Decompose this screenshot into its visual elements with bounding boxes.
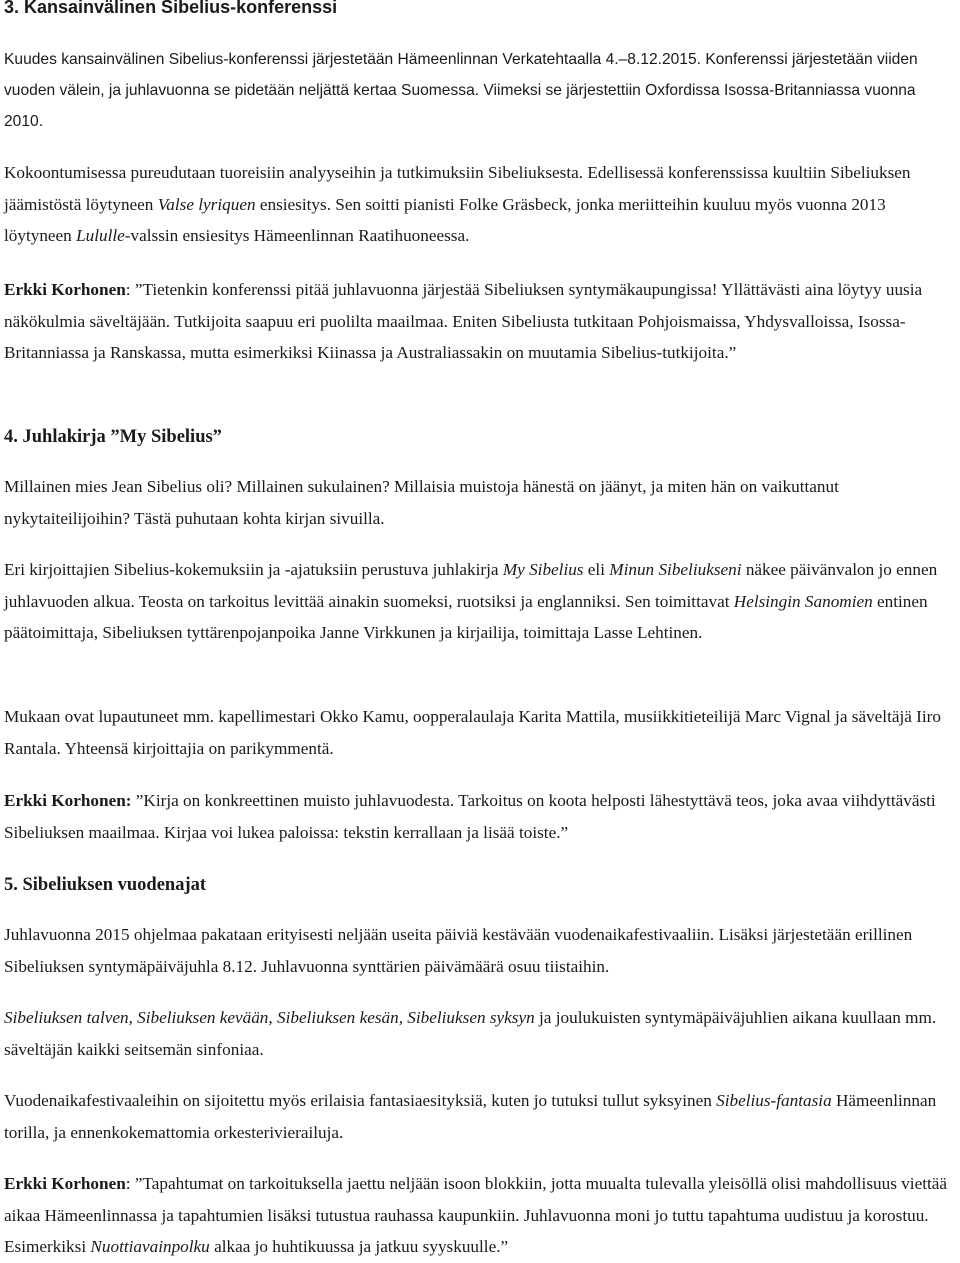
- text-run: Hämeenlinnan torilla, ja ennenkokemattomia orkesterivierailuja.: [4, 1091, 937, 1142]
- text-run: Eri kirjoittajien Sibelius-kokemuksiin ja -ajatuksiin perustuva juhlakirja: [4, 560, 503, 579]
- section-5-paragraph-3: [4, 1085, 952, 1148]
- speaker-name: Erkki Korhonen: [4, 1174, 126, 1193]
- section-3-heading: 3. Kansainvälinen Sibelius-konferenssi: [4, 0, 338, 17]
- text-run: Kokoontumisessa pureudutaan tuoreisiin analyyseihin ja tutkimuksiin Sibeliuksesta. Edellisessä konferenssissa kuultiin Sibeliuksen jäämistöstä löytyneen: [4, 163, 911, 214]
- section-3-paragraph-1: Kuudes kansainvälinen Sibelius-konferenssi järjestetään Hämeenlinnan Verkatehtaalla 4.–8.12.2015. Konferenssi järjestetään viiden vuoden välein, ja juhlavuonna se pidetään neljättä kertaa Suomessa. Viimeksi se järjestettiin Oxfordissa Isossa-Britanniassa vuonna 2010.: [4, 51, 918, 130]
- quote-text: ”Kirja on konkreettinen muisto juhlavuodesta. Tarkoitus on koota helposti lähestyttävä teos, joka avaa viihdyttävästi Sibeliuksen maailmaa. Kirjaa voi lukea paloissa: tekstin kerrallaan ja lisää toiste.”: [4, 791, 936, 842]
- section-3-paragraph-2: [4, 157, 952, 252]
- text-run: ja joulukuisten syntymäpäiväjuhlien aikana kuullaan mm. säveltäjän kaikki seitsemän sinfoniaa.: [4, 1008, 937, 1059]
- section-4-paragraph-1: Millainen mies Jean Sibelius oli? Millainen sukulainen? Millaisia muistoja hänestä on jäänyt, ja miten hän on vaikuttanut nykytaiteilijoihin? Tästä puhutaan kohta kirjan sivuilla.: [4, 477, 839, 528]
- work-title-lululle: Lululle: [76, 226, 125, 245]
- text-run: näkee päivänvalon jo ennen juhlavuoden alkua. Teosta on tarkoitus levittää ainakin suomeksi, ruotsiksi ja englanniksi. Sen toimittavat: [4, 560, 938, 611]
- event-title-sibelius-fantasia: Sibelius-fantasia: [716, 1091, 832, 1110]
- festival-names: Sibeliuksen talven, Sibeliuksen kevään, Sibeliuksen kesän, Sibeliuksen syksyn: [4, 1008, 535, 1027]
- section-5-heading: 5. Sibeliuksen vuodenajat: [4, 875, 207, 895]
- section-5-paragraph-2: [4, 1002, 952, 1065]
- book-title-my-sibelius: My Sibelius: [502, 560, 584, 579]
- text-run: ensiesitys. Sen soitti pianisti Folke Gräsbeck, jonka meriitteihin kuuluu myös vuonna 2013 löytyneen: [4, 194, 886, 245]
- section-5-quote: [4, 1168, 952, 1263]
- text-run: eli: [583, 560, 610, 579]
- section-3-quote: [4, 274, 952, 369]
- speaker-name: Erkki Korhonen: [4, 280, 126, 299]
- book-title-minun-sibeliukseni: Minun Sibeliukseni: [609, 560, 742, 579]
- section-4-heading: 4. Juhlakirja ”My Sibelius”: [4, 427, 222, 447]
- section-5-paragraph-1: Juhlavuonna 2015 ohjelmaa pakataan erityisesti neljään useita päiviä kestävään vuodenaikafestivaaliin. Lisäksi järjestetään erillinen Sibeliuksen syntymäpäiväjuhla 8.12. Juhlavuonna synttärien päivämäärä osuu tiistaihin.: [4, 925, 913, 976]
- event-title-nuottiavainpolku: Nuottiavainpolku: [90, 1237, 210, 1256]
- text-run: alkaa jo huhtikuussa ja jatkuu syyskuulle.”: [209, 1237, 509, 1256]
- section-4-quote: [4, 785, 952, 848]
- text-run: Vuodenaikafestivaaleihin on sijoitettu myös erilaisia fantasiaesityksiä, kuten jo tutuksi tullut syksyinen: [4, 1091, 717, 1110]
- work-title-valse-lyrique: Valse lyriquen: [157, 194, 256, 214]
- section-4-paragraph-2: [4, 554, 952, 649]
- speaker-name: Erkki Korhonen:: [4, 791, 132, 810]
- quote-text: : ”Tapahtumat on tarkoituksella jaettu neljään isoon blokkiin, jotta muualta tulevalla yleisöllä olisi mahdollisuus viettää aikaa Hämeenlinnassa ja tapahtumien lisäksi tutustua rauhassa kaupunkiin. Juhlavuonna moni jo tuttu tapahtuma uudistuu ja korostuu. Esimerkiksi: [4, 1174, 948, 1256]
- text-run: -valssin ensiesitys Hämeenlinnan Raatihuoneessa.: [124, 226, 470, 245]
- quote-text: : ”Tietenkin konferenssi pitää juhlavuonna järjestää Sibeliuksen syntymäkaupungissa! Yllättävästi aina löytyy uusia näkökulmia säveltäjään. Tutkijoita saapuu eri puolilta maailmaa. Eniten Sibeliusta tutkitaan Pohjoismaissa, Yhdysvalloissa, Isossa-Britanniassa ja Ranskassa, mutta esimerkiksi Kiinassa ja Australiassakin on muutamia Sibelius-tutkijoita.”: [4, 280, 923, 362]
- section-4-paragraph-3: Mukaan ovat lupautuneet mm. kapellimestari Okko Kamu, oopperalaulaja Karita Mattila, musiikkitieteilijä Marc Vignal ja säveltäjä Iiro Rantala. Yhteensä kirjoittajia on parikymmentä.: [4, 707, 941, 758]
- newspaper-name: Helsingin Sanomien: [733, 591, 873, 611]
- text-run: entinen päätoimittaja, Sibeliuksen tyttärenpojanpoika Janne Virkkunen ja kirjailija, toimittaja Lasse Lehtinen.: [4, 591, 928, 642]
